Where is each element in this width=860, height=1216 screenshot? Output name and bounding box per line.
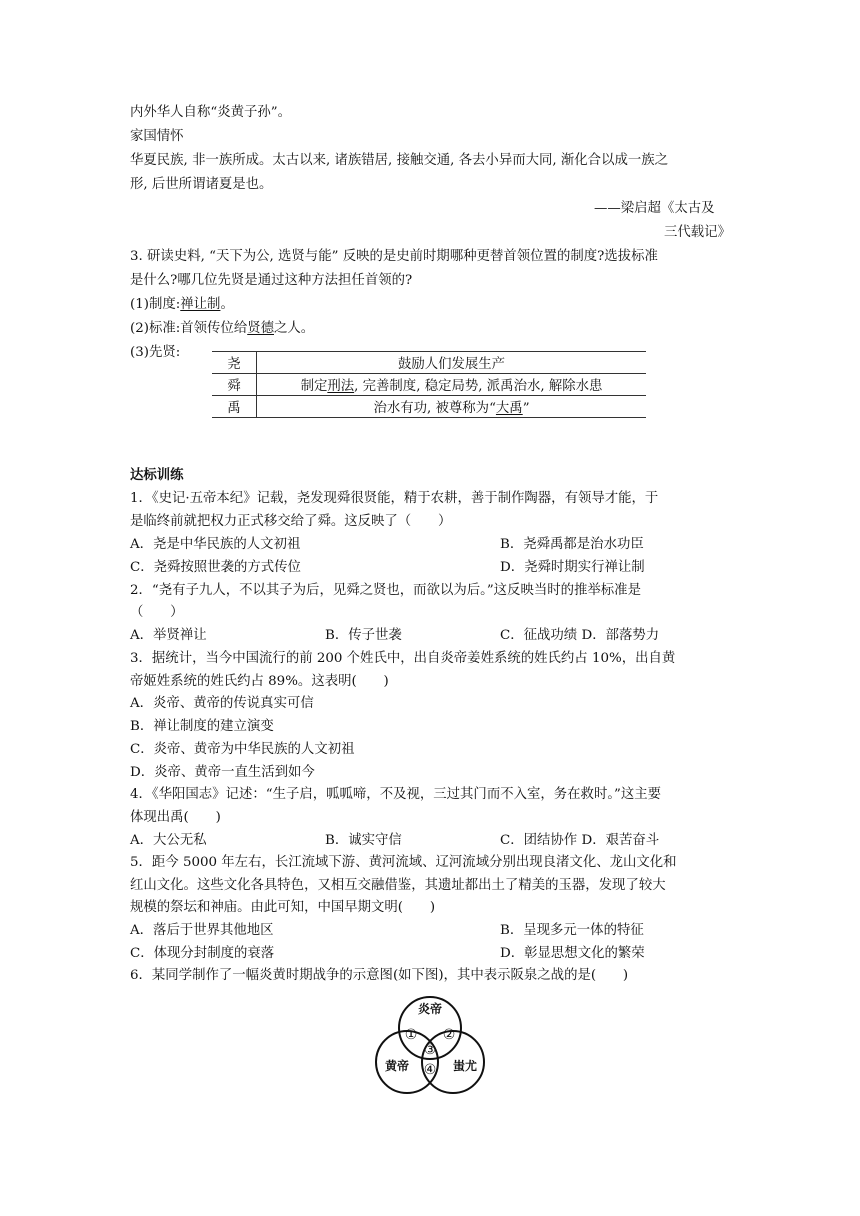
- q5-option-c[interactable]: C．体现分封制度的衰落: [130, 946, 275, 961]
- q5-stem-2: 红山文化。这些文化各具特色，又相互交融借鉴，其遗址都出土了精美的玉器，发现了较大: [130, 878, 666, 893]
- sage-name: 尧: [212, 352, 257, 374]
- q2-stem-2: （ ）: [130, 605, 184, 620]
- q1-option-d[interactable]: D．尧舜时期实行禅让制: [500, 560, 645, 575]
- q1-stem-1: 1．《史记·五帝本纪》记载，尧发现舜很贤能，精于农耕，善于制作陶器，有领导才能，于: [130, 491, 659, 506]
- region-4: ④: [423, 1062, 437, 1078]
- quote-line-1: 华夏民族, 非一族所成。太古以来, 诸族错居, 接触交通, 各去小异而大同, 渐化合以成一族之: [130, 153, 669, 168]
- q6-stem: 6．某同学制作了一幅炎黄时期战争的示意图(如下图)，其中表示阪泉之战的是( ): [130, 968, 629, 983]
- q5-stem-1: 5．距今 5000 年左右，长江流域下游、黄河流域、辽河流域分别出现良渚文化、龙山文化和: [130, 855, 677, 870]
- q2-option-cd[interactable]: C．征战功绩 D．部落势力: [500, 628, 660, 643]
- sage-deed: 鼓励人们发展生产: [397, 357, 506, 372]
- table-row: [212, 374, 646, 396]
- region-2: ②: [442, 1027, 456, 1043]
- answer-system: (1)制度:禅让制。: [130, 297, 234, 312]
- q3-option-c[interactable]: C．炎帝、黄帝为中华民族的人文初祖: [130, 742, 355, 757]
- answer-blank: 贤德: [247, 321, 274, 336]
- q5-option-a[interactable]: A．落后于世界其他地区: [130, 923, 274, 938]
- q3-option-d[interactable]: D．炎帝、黄帝一直生活到如今: [130, 765, 315, 780]
- sage-name: 禹: [212, 396, 257, 418]
- table-row: [212, 396, 646, 418]
- quote-source-2: 三代载记》: [664, 225, 731, 240]
- answer-sages-label: (3)先贤:: [130, 345, 181, 360]
- training-title: 达标训练: [130, 468, 184, 483]
- q2-option-a[interactable]: A．举贤禅让: [130, 628, 207, 643]
- q1-stem-2: 是临终前就把权力正式移交给了舜。这反映了（ ）: [130, 514, 452, 529]
- section-heading: 家国情怀: [130, 129, 184, 144]
- intro-line: 内外华人自称“炎黄子孙”。: [130, 105, 291, 120]
- region-1: ①: [404, 1027, 418, 1043]
- q4-stem-1: 4．《华阳国志》记述：“生子启，呱呱啼，不及视，三过其门而不入室，务在救时。”这主要: [130, 787, 662, 802]
- q3-line-2: 是什么?哪几位先贤是通过这种方法担任首领的?: [130, 273, 413, 288]
- sages-table: [212, 351, 646, 418]
- q3-training-stem-2: 帝姬姓系统的姓氏约占 89%。这表明( ): [130, 674, 389, 689]
- label-chiyou: 蚩尤: [452, 1059, 478, 1073]
- label-yandi: 炎帝: [417, 1002, 443, 1016]
- q1-option-b[interactable]: B．尧舜禹都是治水功臣: [500, 537, 644, 552]
- q4-option-b[interactable]: B．诚实守信: [325, 833, 402, 848]
- sage-deed: 制定刑法, 完善制度, 稳定局势, 派禹治水, 解除水患: [300, 379, 603, 394]
- q2-stem-1: 2．“尧有子九人，不以其子为后，见舜之贤也，而欲以为后。”这反映当时的推举标准是: [130, 583, 641, 598]
- label-huangdi: 黄帝: [384, 1059, 410, 1073]
- table-row: [212, 352, 646, 374]
- venn-diagram: [370, 992, 490, 1096]
- q5-stem-3: 规模的祭坛和神庙。由此可知，中国早期文明( ): [130, 900, 436, 915]
- region-3: ③: [423, 1042, 437, 1058]
- sage-name: 舜: [212, 374, 257, 396]
- quote-source-1: ——梁启超《太古及: [594, 201, 715, 216]
- q3-option-a[interactable]: A．炎帝、黄帝的传说真实可信: [130, 696, 314, 711]
- quote-line-2: 形, 后世所谓诸夏是也。: [130, 177, 273, 192]
- q5-option-b[interactable]: B．呈现多元一体的特征: [500, 923, 644, 938]
- q1-option-c[interactable]: C．尧舜按照世袭的方式传位: [130, 560, 301, 575]
- q2-option-b[interactable]: B．传子世袭: [325, 628, 402, 643]
- q4-option-cd[interactable]: C．团结协作 D．艰苦奋斗: [500, 833, 660, 848]
- q3-line-1: 3. 研读史料, “天下为公, 选贤与能” 反映的是史前时期哪种更替首领位置的制度?选拔标准: [130, 249, 658, 264]
- q3-training-stem-1: 3．据统计，当今中国流行的前 200 个姓氏中，出自炎帝姜姓系统的姓氏约占 10%，出自黄: [130, 651, 676, 666]
- answer-blank: 禅让制: [180, 297, 221, 312]
- q5-option-d[interactable]: D．彰显思想文化的繁荣: [500, 946, 645, 961]
- q4-stem-2: 体现出禹( ): [130, 810, 221, 825]
- answer-standard: (2)标准:首领传位给贤德之人。: [130, 321, 315, 336]
- q1-option-a[interactable]: A．尧是中华民族的人文初祖: [130, 537, 301, 552]
- q4-option-a[interactable]: A．大公无私: [130, 833, 207, 848]
- q3-option-b[interactable]: B．禅让制度的建立演变: [130, 719, 274, 734]
- sage-deed: 治水有功, 被尊称为“大禹”: [373, 401, 530, 416]
